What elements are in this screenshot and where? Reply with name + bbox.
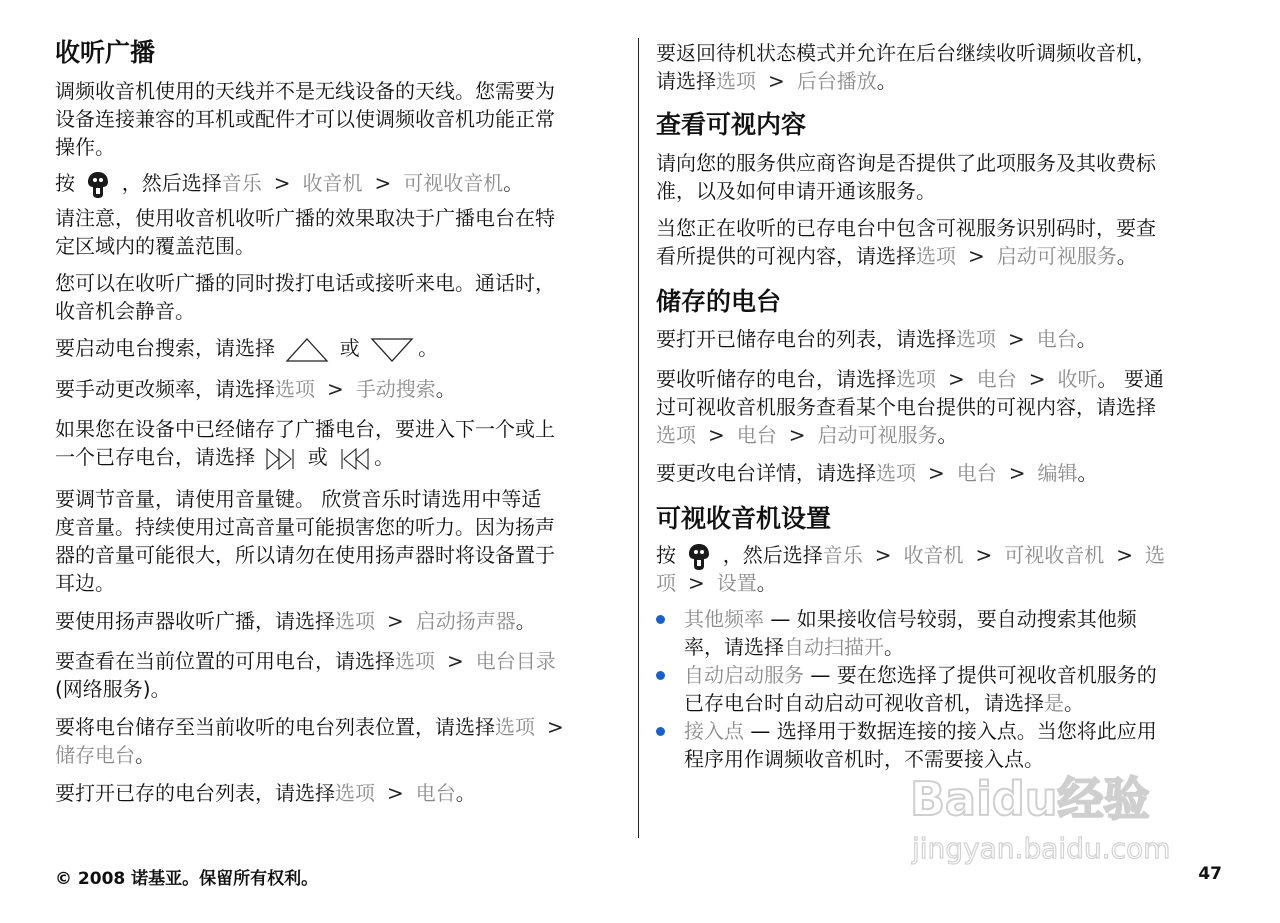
paragraph-next-station-1: 如果您在设备中已经储存了广播电台，要进入下一个或上 bbox=[55, 417, 555, 441]
paragraph-coverage-1: 请注意，使用收音机收听广播的效果取决于广播电台在特 bbox=[55, 206, 555, 230]
paragraph-volume-3: 器的音量可能很大，所以请勿在使用扬声器时将设备置于 bbox=[55, 543, 555, 567]
paragraph-start-search: 要启动电台搜索，请选择 或 。 bbox=[55, 333, 627, 363]
svg-text:Baidu经验: Baidu经验 bbox=[910, 772, 1150, 826]
menu-key-icon bbox=[686, 542, 712, 572]
paragraph-directory-2: (网络服务)。 bbox=[55, 677, 171, 701]
paragraph-next-station-2: 一个已存电台，请选择 或 。 bbox=[55, 445, 395, 469]
paragraph-save-station-1: 要将电台储存至当前收听的电台列表位置，请选择选项 > bbox=[55, 715, 564, 739]
paragraph-settings-path-1: 按 ，然后选择音乐 > 收音机 > 可视收音机 > 选 bbox=[656, 540, 1228, 572]
bullet-icon bbox=[656, 615, 665, 624]
paragraph-loudspeaker: 要使用扬声器收听广播，请选择选项 > 启动扬声器。 bbox=[55, 609, 536, 633]
down-triangle-icon bbox=[370, 337, 414, 363]
page-number: 47 bbox=[1198, 864, 1222, 884]
paragraph-open-saved: 要打开已储存电台的列表，请选择选项 > 电台。 bbox=[656, 327, 1097, 351]
paragraph-volume-1: 要调节音量，请使用音量键。 欣赏音乐时请选用中等适 bbox=[55, 487, 542, 511]
paragraph-antenna-3: 操作。 bbox=[55, 135, 115, 159]
up-triangle-icon bbox=[285, 337, 329, 363]
copyright-notice: © 2008 诺基亚。保留所有权利。 bbox=[55, 869, 319, 889]
svg-text:jingyan.baidu.com: jingyan.baidu.com bbox=[912, 832, 1171, 865]
heading-visual-radio-settings: 可视收音机设置 bbox=[656, 504, 832, 533]
paragraph-edit-station: 要更改电台详情，请选择选项 > 电台 > 编辑。 bbox=[656, 461, 1098, 485]
baidu-jingyan-watermark bbox=[900, 770, 1210, 870]
bullet-icon bbox=[656, 671, 665, 680]
skip-back-icon bbox=[338, 447, 370, 471]
paragraph-settings-path-2: 项 > 设置。 bbox=[656, 571, 777, 595]
paragraph-visual-id-2: 看所提供的可视内容，请选择选项 > 启动可视服务。 bbox=[656, 244, 1137, 268]
paragraph-directory-1: 要查看在当前位置的可用电台，请选择选项 > 电台目录 bbox=[55, 649, 556, 673]
paragraph-calls-1: 您可以在收听广播的同时拨打电话或接听来电。通话时， bbox=[55, 271, 555, 295]
paragraph-open-radio: 按 ，然后选择音乐 > 收音机 > 可视收音机。 bbox=[55, 168, 627, 200]
paragraph-coverage-2: 定区域内的覆盖范围。 bbox=[55, 234, 255, 258]
paragraph-background-2: 请选择选项 > 后台播放。 bbox=[656, 69, 897, 93]
heading-visual-content: 查看可视内容 bbox=[656, 110, 807, 139]
paragraph-background-1: 要返回待机状态模式并允许在后台继续收听调频收音机， bbox=[656, 41, 1156, 65]
paragraph-saved-list: 要打开已存的电台列表，请选择选项 > 电台。 bbox=[55, 781, 476, 805]
paragraph-visual-id-1: 当您正在收听的已存电台中包含可视服务识别码时，要查 bbox=[656, 216, 1156, 240]
paragraph-save-station-2: 储存电台。 bbox=[55, 743, 155, 767]
heading-listen-radio: 收听广播 bbox=[55, 38, 156, 67]
paragraph-antenna-1: 调频收音机使用的天线并不是无线设备的天线。您需要为 bbox=[55, 79, 555, 103]
paragraph-listen-saved-1: 要收听储存的电台，请选择选项 > 电台 > 收听。 要通 bbox=[656, 367, 1164, 391]
paragraph-listen-saved-3: 选项 > 电台 > 启动可视服务。 bbox=[656, 423, 958, 447]
column-divider bbox=[638, 38, 639, 838]
paragraph-volume-4: 耳边。 bbox=[55, 571, 115, 595]
paragraph-provider-1: 请向您的服务供应商咨询是否提供了此项服务及其收费标 bbox=[656, 151, 1156, 175]
skip-forward-icon bbox=[265, 447, 297, 471]
menu-key-icon bbox=[85, 170, 111, 200]
paragraph-listen-saved-2: 过可视收音机服务查看某个电台提供的可视内容，请选择 bbox=[656, 395, 1156, 419]
bullet-icon bbox=[656, 727, 665, 736]
paragraph-provider-2: 准，以及如何申请开通该服务。 bbox=[656, 179, 936, 203]
paragraph-volume-2: 度音量。持续使用过高音量可能损害您的听力。因为扬声 bbox=[55, 515, 555, 539]
paragraph-manual-tune: 要手动更改频率，请选择选项 > 手动搜索。 bbox=[55, 377, 456, 401]
paragraph-antenna-2: 设备连接兼容的耳机或配件才可以使调频收音机功能正常 bbox=[55, 107, 555, 131]
paragraph-calls-2: 收音机会静音。 bbox=[55, 299, 195, 323]
heading-saved-stations: 储存的电台 bbox=[656, 287, 782, 316]
